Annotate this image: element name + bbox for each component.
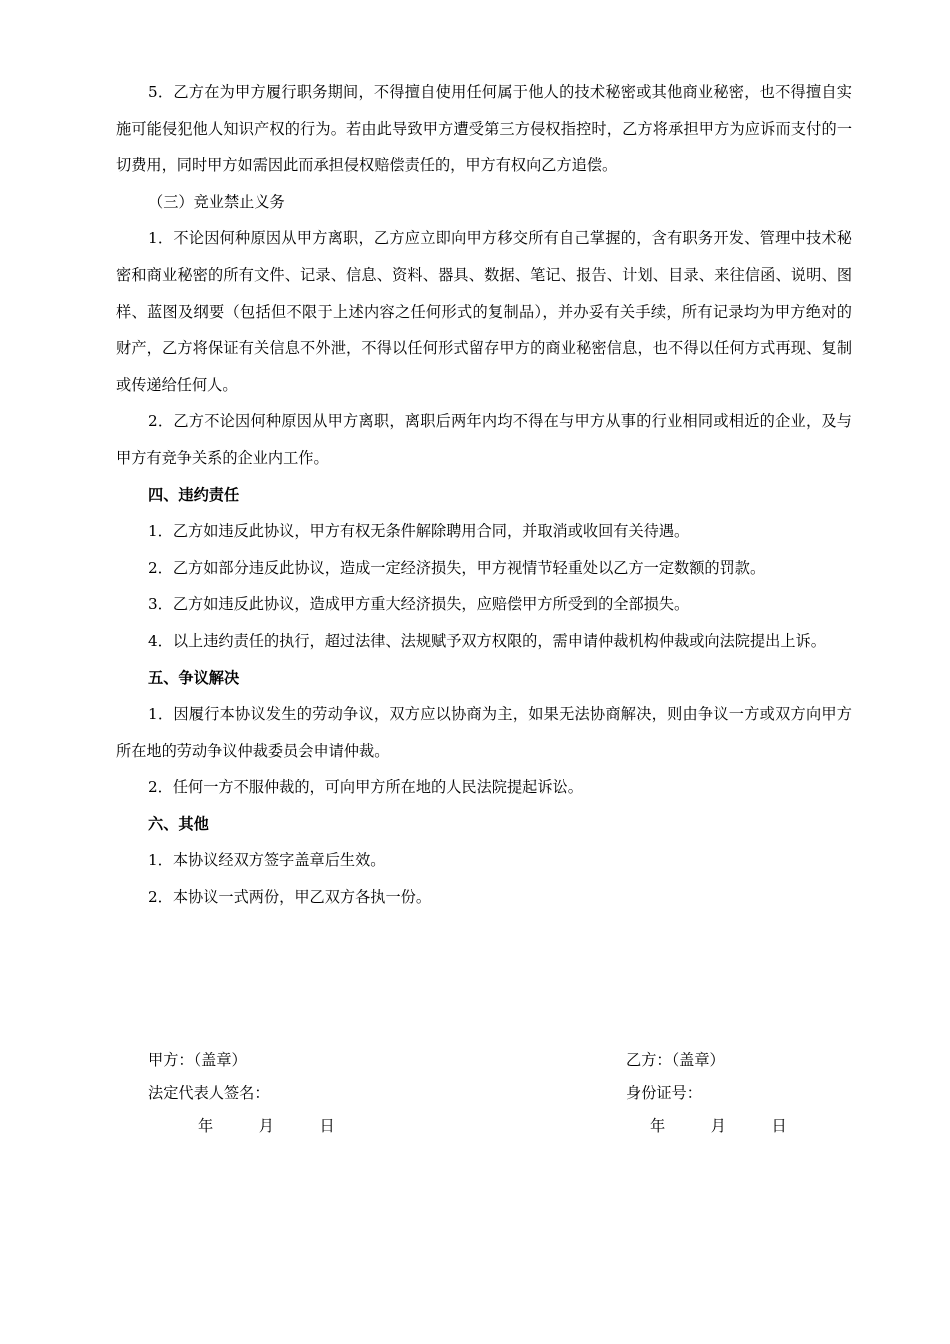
other-clause-2: 2．本协议一式两份，甲乙双方各执一份。 [148,888,432,907]
breach-clause-2: 2．乙方如部分违反此协议，造成一定经济损失，甲方视情节轻重处以乙方一定数额的罚款。 [148,558,766,577]
non-compete-clause-2: 2．乙方不论因何种原因从甲方离职，离职后两年内均不得在与甲方从事的行业相同或相近的企业，及与甲方有竞争关系的企业内工作。 [116,412,852,467]
signature-block [148,1044,787,1143]
party-a-representative-label: 法定代表人签名： [148,1084,270,1102]
breach-clause-4: 4．以上违约责任的执行，超过法律、法规赋予双方权限的，需申请仲裁机构仲裁或向法院提出上诉。 [148,631,826,650]
party-b-date-label: 年 月 日 [650,1117,787,1135]
party-b-id-label: 身份证号： [626,1084,702,1102]
clause-5-paragraph: 5．乙方在为甲方履行职务期间，不得擅自使用任何属于他人的技术秘密或其他商业秘密，也不得擅自实施可能侵犯他人知识产权的行为。若由此导致甲方遭受第三方侵权指控时，乙方将承担甲方为应诉而支付的一切费用，同时甲方如需因此而承担侵权赔偿责任的，甲方有权向乙方追偿。 [116,83,852,175]
party-a-seal-label: 甲方：（盖章） [148,1051,247,1069]
signature-row-date [148,1110,787,1143]
non-compete-clause-1: 1．不论因何种原因从甲方离职，乙方应立即向甲方移交所有自己掌握的，含有职务开发、管理中技术秘密和商业秘密的所有文件、记录、信息、资料、器具、数据、笔记、报告、计划、目录、来往信函、说明、图样、蓝图及纲要（包括但不限于上述内容之任何形式的复制品），并办妥有关手续，所有记录均为甲方绝对的财产，乙方将保证有关信息不外泄，不得以任何形式留存甲方的商业秘密信息，也不得以任何方式再现、复制或传递给任何人。 [116,229,852,394]
signature-row-seal [148,1044,768,1077]
dispute-clause-1: 1．因履行本协议发生的劳动争议，双方应以协商为主，如果无法协商解决，则由争议一方或双方向甲方所在地的劳动争议仲裁委员会申请仲裁。 [116,705,852,760]
section-non-compete-title: （三）竞业禁止义务 [148,192,285,211]
party-b-seal-label: 乙方：（盖章） [626,1051,725,1069]
heading-breach-liability: 四、违约责任 [148,485,240,504]
heading-dispute-resolution: 五、争议解决 [148,668,240,687]
signature-row-identity [148,1077,768,1110]
heading-other: 六、其他 [148,814,209,833]
party-a-date-label: 年 月 日 [198,1117,335,1135]
breach-clause-1: 1．乙方如违反此协议，甲方有权无条件解除聘用合同，并取消或收回有关待遇。 [148,522,690,541]
dispute-clause-2: 2．任何一方不服仲裁的，可向甲方所在地的人民法院提起诉讼。 [148,778,583,797]
breach-clause-3: 3．乙方如违反此协议，造成甲方重大经济损失，应赔偿甲方所受到的全部损失。 [148,595,690,614]
document-body [116,74,852,916]
other-clause-1: 1．本协议经双方签字盖章后生效。 [148,851,386,870]
